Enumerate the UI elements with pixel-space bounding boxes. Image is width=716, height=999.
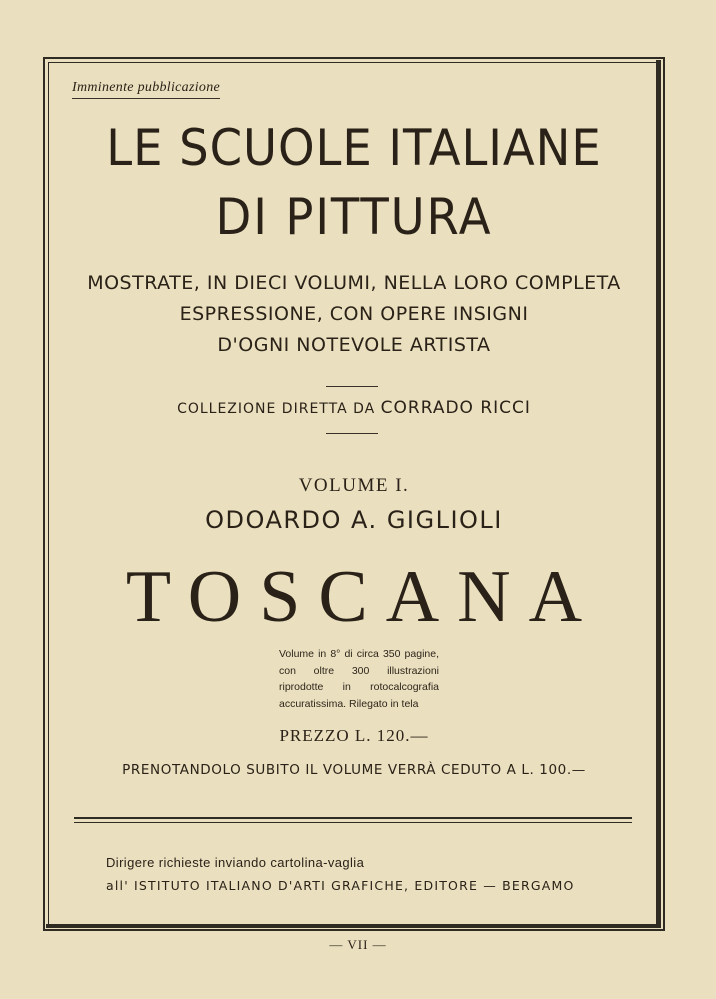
divider-bottom xyxy=(326,433,378,434)
title-line-2: DI PITTURA xyxy=(215,188,493,246)
frame-shadow-bottom xyxy=(46,924,661,928)
volume-description: Volume in 8° di circa 350 pagine, con oltre 300 illustrazioni riprodotte in rotocalcografia accuratissima. Rilegato in tela xyxy=(279,648,439,710)
subtitle-line-3: D'OGNI NOTEVOLE ARTISTA xyxy=(217,334,491,356)
author-name: ODOARDO A. GIGLIOLI xyxy=(205,506,503,534)
divider-top xyxy=(326,386,378,387)
collection-prefix: COLLEZIONE DIRETTA DA xyxy=(177,401,376,417)
volume-number: VOLUME I. xyxy=(298,475,410,496)
footer-instructions: Dirigere richieste inviando cartolina-vaglia xyxy=(106,855,365,870)
footer-publisher: all' ISTITUTO ITALIANO D'ARTI GRAFICHE, EDITORE — BERGAMO xyxy=(106,878,575,893)
footer-rule-thin xyxy=(74,822,632,823)
subtitle-line-1: MOSTRATE, IN DIECI VOLUMI, NELLA LORO COMPLETA xyxy=(87,272,621,294)
footer-rule-thick xyxy=(74,817,632,819)
subtitle-line-2: ESPRESSIONE, CON OPERE INSIGNI xyxy=(179,303,529,325)
price: PREZZO L. 120.— xyxy=(279,726,429,745)
page-number: — VII — xyxy=(329,937,387,952)
volume-title: TOSCANA xyxy=(125,556,601,638)
collection-editor: CORRADO RICCI xyxy=(380,398,531,418)
announcement-label: Imminente pubblicazione xyxy=(72,80,220,99)
preorder-offer: PRENOTANDOLO SUBITO IL VOLUME VERRÀ CEDUTO A L. 100.— xyxy=(122,762,586,778)
title-line-1: LE SCUOLE ITALIANE xyxy=(106,119,602,177)
collection-line xyxy=(48,398,660,418)
